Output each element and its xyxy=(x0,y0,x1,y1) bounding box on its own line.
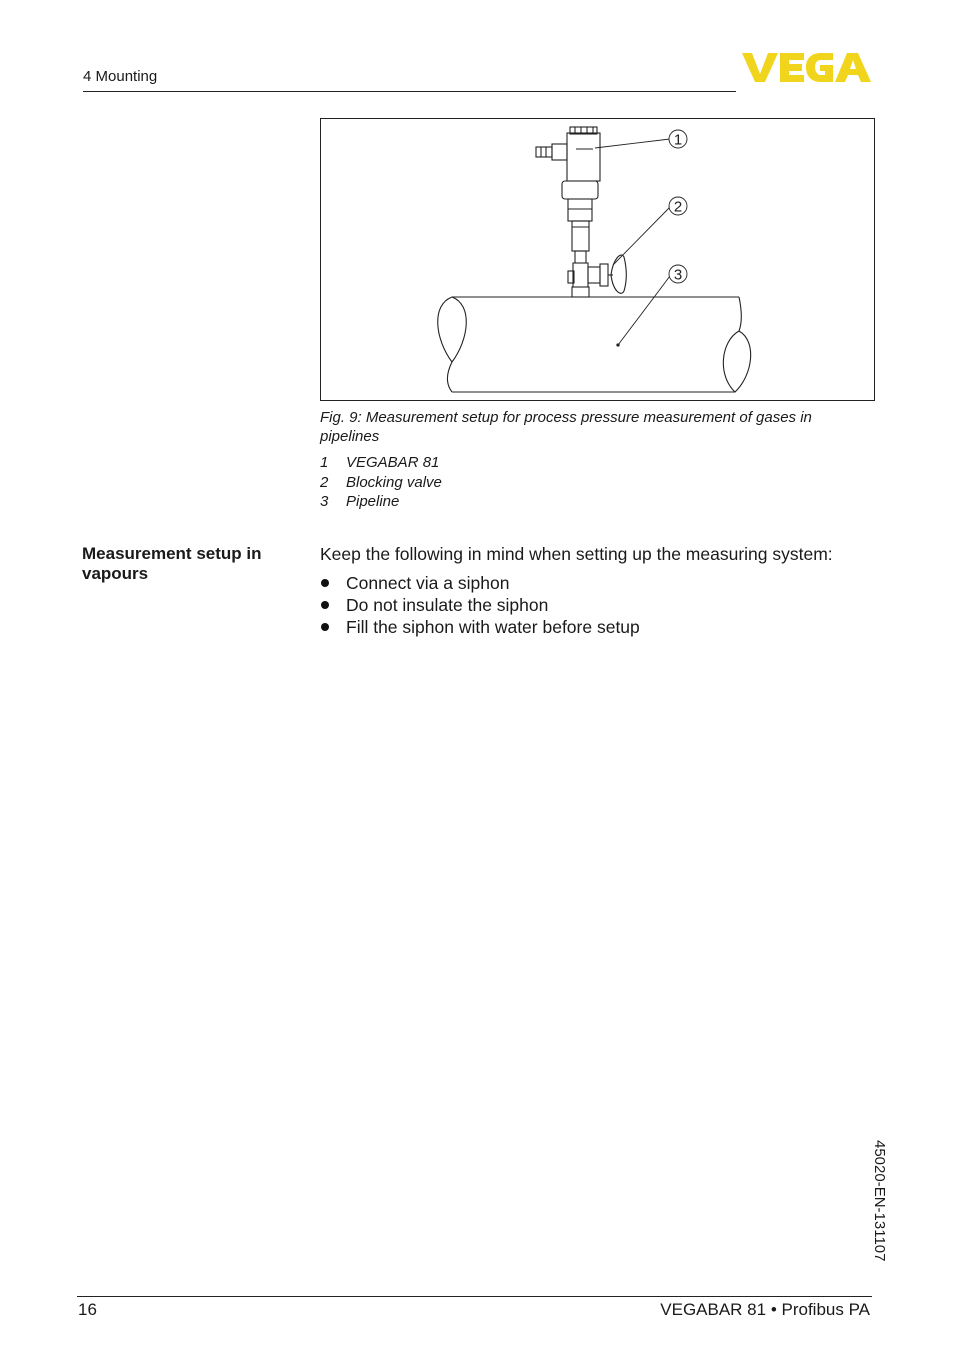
legend-label: Pipeline xyxy=(346,493,400,510)
legend-label: Blocking valve xyxy=(346,473,442,491)
figure-legend xyxy=(320,453,442,512)
callout-3: 3 xyxy=(673,266,683,284)
legend-number: 2 xyxy=(320,473,329,491)
vega-logo xyxy=(742,50,872,84)
figure-frame xyxy=(320,118,875,401)
header-rule xyxy=(83,91,736,92)
page-number: 16 xyxy=(78,1300,97,1319)
bullet-icon xyxy=(321,601,329,609)
callout-2: 2 xyxy=(673,198,683,216)
list-item xyxy=(320,594,640,616)
list-item-text: Connect via a siphon xyxy=(346,572,510,593)
legend-item xyxy=(320,492,442,512)
bullet-icon xyxy=(321,623,329,631)
footer-rule xyxy=(77,1296,872,1297)
intro-paragraph: Keep the following in mind when setting up the measuring system: xyxy=(320,544,833,564)
bullet-icon xyxy=(321,579,329,587)
legend-number: 1 xyxy=(320,454,329,471)
section-label: 4 Mounting xyxy=(83,68,158,85)
legend-item xyxy=(320,453,442,473)
blocking-valve xyxy=(568,255,626,297)
pipeline xyxy=(438,297,751,392)
figure-caption: Fig. 9: Measurement setup for process pressure measurement of gases in pipelines xyxy=(320,409,812,445)
footer-title: VEGABAR 81 • Profibus PA xyxy=(660,1300,870,1319)
bullet-list xyxy=(320,572,640,638)
legend-label: VEGABAR 81 xyxy=(346,454,440,471)
list-item-text: Fill the siphon with water before setup xyxy=(346,616,640,637)
side-heading: Measurement setup in vapours xyxy=(82,544,262,583)
list-item-text: Do not insulate the siphon xyxy=(346,594,549,615)
legend-item xyxy=(320,473,442,493)
document-id: 45020-EN-131107 xyxy=(871,1140,888,1262)
callout-leaders xyxy=(595,139,670,346)
vegabar-81-transmitter xyxy=(536,127,600,263)
callout-1: 1 xyxy=(673,131,683,149)
callout-markers xyxy=(669,130,687,284)
pipeline-measurement-diagram xyxy=(321,119,874,400)
legend-number: 3 xyxy=(320,493,329,510)
list-item xyxy=(320,572,640,594)
list-item xyxy=(320,616,640,638)
